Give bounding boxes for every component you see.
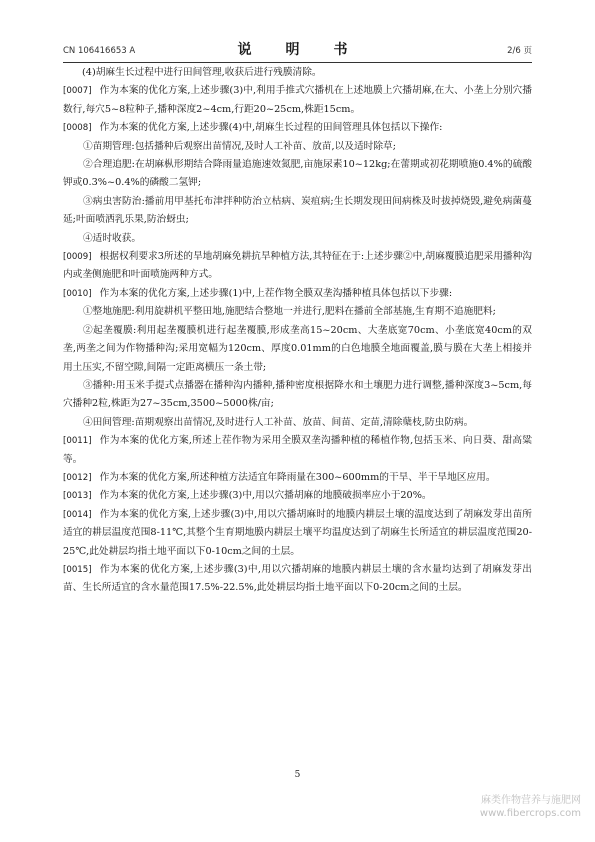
paragraph-tag: [0010]: [63, 288, 92, 299]
document-title: 说 明 书: [237, 42, 358, 58]
paragraph-0011: [63, 432, 532, 469]
paragraph-tag: [0008]: [63, 123, 92, 134]
list-item: ④适时收获。: [83, 232, 142, 244]
paragraph-0015: [63, 561, 532, 598]
list-item: ③病虫害防治:播前用甲基托布津拌种防治立枯病、炭疽病;生长期发现田间病株及时拔掉烧毁,避免病菌蔓延;叶面喷洒乳乐果,防治蚜虫;: [63, 195, 532, 226]
paragraph-0009: [63, 248, 532, 285]
body-line: (4)胡麻生长过程中进行田间管理,收获后进行残膜清除。: [82, 67, 322, 78]
paragraph-text: 作为本案的优化方案,上述步骤(4)中,胡麻生长过程的田间管理具体包括以下操作:: [99, 122, 443, 134]
paragraph-text: 作为本案的优化方案,上述步骤(3)中,利用手推式穴播机在上述地膜上穴播胡麻,在大、小垄上分别穴播数行,每穴5~8粒种子,播种深度2~4cm,行距20~25cm,株距15cm。: [63, 85, 532, 115]
list-item: ①整地施肥:利用旋耕机平整田地,施肥结合整地一并进行,肥料在播前全部基施,生育期不追施肥料;: [83, 306, 496, 318]
watermark-title: 麻类作物营养与施肥网: [481, 795, 581, 806]
paragraph-text: 作为本案的优化方案,所述上茬作物为采用全膜双垄沟播种植的稀植作物,包括玉米、向日葵、甜高粱等。: [63, 435, 532, 465]
paragraph-text: 作为本案的优化方案,上述步骤(1)中,上茬作物全膜双垄沟播种植具体包括以下步骤:: [99, 287, 453, 299]
paragraph-0014: [63, 506, 532, 561]
paragraph-text: 作为本案的优化方案,上述步骤(3)中,用以穴播胡麻时的地膜内耕层土壤的温度达到了胡麻发芽出苗所适宜的耕层温度范围8-11℃,其整个生育期地膜内耕层土壤平均温度达到了胡麻生长所适宜的耕层温度范围20-25℃,此处耕层均指土地平面以下0-10cm之间的土层。: [63, 508, 532, 557]
paragraph-tag: [0014]: [63, 509, 92, 520]
page-number: 5: [294, 770, 301, 780]
list-item: ①苗期管理:包括播种后观察出苗情况,及时人工补苗、放苗,以及适时除草;: [83, 140, 396, 152]
paragraph-0008: [63, 119, 532, 137]
paragraph-tag: [0009]: [63, 252, 92, 263]
list-item: ④田间管理:苗期观察出苗情况,及时进行人工补苗、放苗、间苗、定苗,清除蘖枝,防虫防病。: [83, 416, 474, 428]
page-info: 2/6 页: [507, 46, 532, 56]
page-header: [63, 34, 532, 63]
paragraph-tag: [0007]: [63, 86, 92, 97]
paragraph-0013: [63, 487, 532, 505]
paragraph-text: 作为本案的优化方案,上述步骤(3)中,用以穴播胡麻的地膜内耕层土壤的含水量均达到了胡麻发芽出苗、生长所适宜的含水量范围17.5%-22.5%,此处耕层均指土地平面以下0-20cm之间的土层。: [63, 563, 532, 594]
paragraph-0010: [63, 285, 532, 303]
paragraph-text: 作为本案的优化方案,所述种植方法适宜年降雨量在300~600mm的干旱、半干旱地区应用。: [99, 471, 496, 483]
paragraph-text: 根据权利要求3所述的旱地胡麻免耕抗旱种植方法,其特征在于:上述步骤②中,胡麻覆膜追肥采用播种沟内或垄侧施肥和叶面喷施两种方式。: [63, 251, 532, 281]
list-item: ②起垄覆膜:利用起垄覆膜机进行起垄覆膜,形成垄高15~20cm、大垄底宽70cm、小垄底宽40cm的双垄,两垄之间为作物播种沟;采用宽幅为120cm、厚度0.01mm的白色地膜全地面覆盖,膜与膜在大垄上相接并用土压实,不留空隙,间隔一定距离横压一条土带;: [63, 324, 532, 373]
publication-number: CN 106416653 A: [63, 46, 136, 56]
paragraph-tag: [0011]: [63, 436, 92, 447]
list-item: ②合理追肥:在胡麻枞形期结合降雨量追施速效氮肥,亩施尿素10~12kg;在蕾期或初花期喷施0.4%的硫酸钾或0.3%~0.4%的磷酸二氢钾;: [63, 159, 532, 189]
paragraph-0012: [63, 469, 532, 487]
paragraph-text: 作为本案的优化方案,上述步骤(3)中,用以穴播胡麻的地膜破损率应小于20%。: [99, 490, 432, 502]
watermark-url: www.fibercrops.com: [479, 808, 581, 819]
list-item: ③播种:用玉米手提式点播器在播种沟内播种,播种密度根据降水和土壤肥力进行调整,播种深度3~5cm,每穴播种2粒,株距为27~35cm,3500~5000株/亩;: [63, 379, 532, 410]
site-watermark: [426, 794, 581, 820]
paragraph-tag: [0012]: [63, 472, 92, 483]
paragraph-tag: [0015]: [63, 564, 92, 575]
document-body: [63, 64, 532, 598]
paragraph-0007: [63, 82, 532, 119]
paragraph-tag: [0013]: [63, 491, 92, 502]
